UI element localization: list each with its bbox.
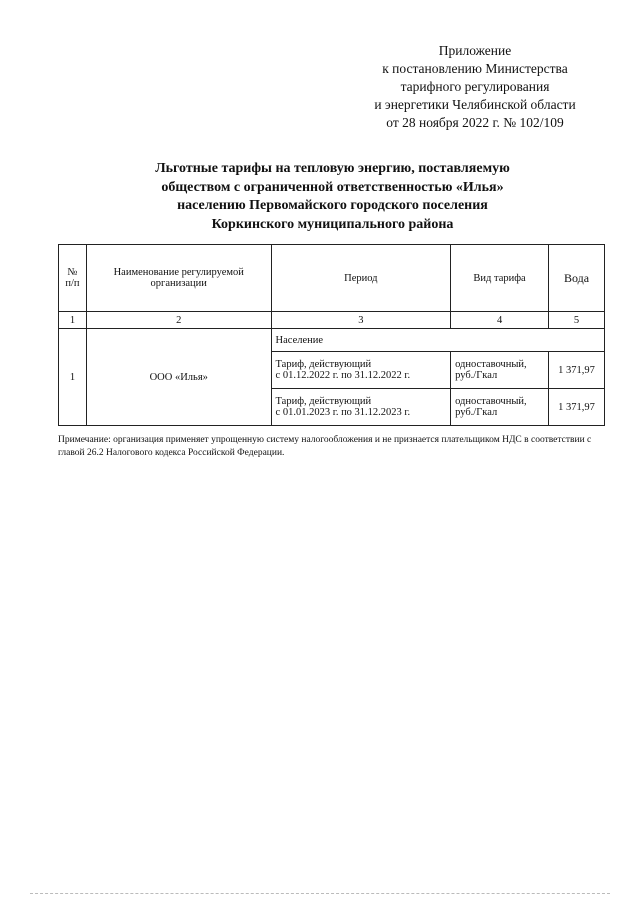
period-dates: с 01.12.2022 г. по 31.12.2022 г.	[275, 370, 411, 381]
col-number: 3	[271, 312, 451, 329]
scan-artifact-line	[30, 893, 610, 894]
tariff-value-cell: 1 371,97	[549, 389, 605, 426]
col-number: 5	[549, 312, 605, 329]
appendix-line: Приложение	[438, 43, 512, 58]
title-line: обществом с ограниченной ответственностью «Илья»	[161, 179, 504, 195]
tariff-type-cell: одноставочный, руб./Гкал	[451, 352, 549, 389]
title-line: Коркинского муниципального района	[211, 216, 454, 232]
tariff-type-cell: одноставочный, руб./Гкал	[451, 389, 549, 426]
tariff-table	[58, 244, 605, 426]
appendix-line: тарифного регулирования	[400, 79, 550, 94]
row-group: Население	[271, 329, 604, 352]
header-period: Период	[271, 245, 451, 312]
row-org: ООО «Илья»	[86, 329, 271, 426]
footnote: Примечание: организация применяет упрощенную систему налогообложения и не признается плательщиком НДС в соответствии с главой 26.2 Налогового кодекса Российской Федерации.	[58, 435, 592, 458]
header-num: № п/п	[59, 245, 87, 312]
period-label: Тариф, действующий	[275, 359, 372, 370]
document-title	[100, 160, 565, 234]
period-label: Тариф, действующий	[275, 396, 372, 407]
period-cell	[271, 389, 451, 426]
col-number: 2	[86, 312, 271, 329]
column-number-row	[59, 312, 605, 329]
header-type: Вид тарифа	[451, 245, 549, 312]
row-num: 1	[59, 329, 87, 426]
header-water: Вода	[549, 245, 605, 312]
period-cell	[271, 352, 451, 389]
period-dates: с 01.01.2023 г. по 31.12.2023 г.	[275, 407, 411, 418]
col-number: 4	[451, 312, 549, 329]
table-row	[59, 329, 605, 352]
appendix-line: и энергетики Челябинской области	[374, 97, 576, 112]
title-line: населению Первомайского городского поселения	[177, 198, 488, 213]
appendix-line: к постановлению Министерства	[382, 61, 568, 76]
header-org: Наименование регулируемой организации	[86, 245, 271, 312]
appendix-line: от 28 ноября 2022 г. № 102/109	[386, 115, 564, 130]
appendix-header	[330, 42, 620, 132]
tariff-value-cell: 1 371,97	[549, 352, 605, 389]
table-header-row	[59, 245, 605, 312]
col-number: 1	[59, 312, 87, 329]
title-line: Льготные тарифы на тепловую энергию, поставляемую	[155, 161, 510, 176]
